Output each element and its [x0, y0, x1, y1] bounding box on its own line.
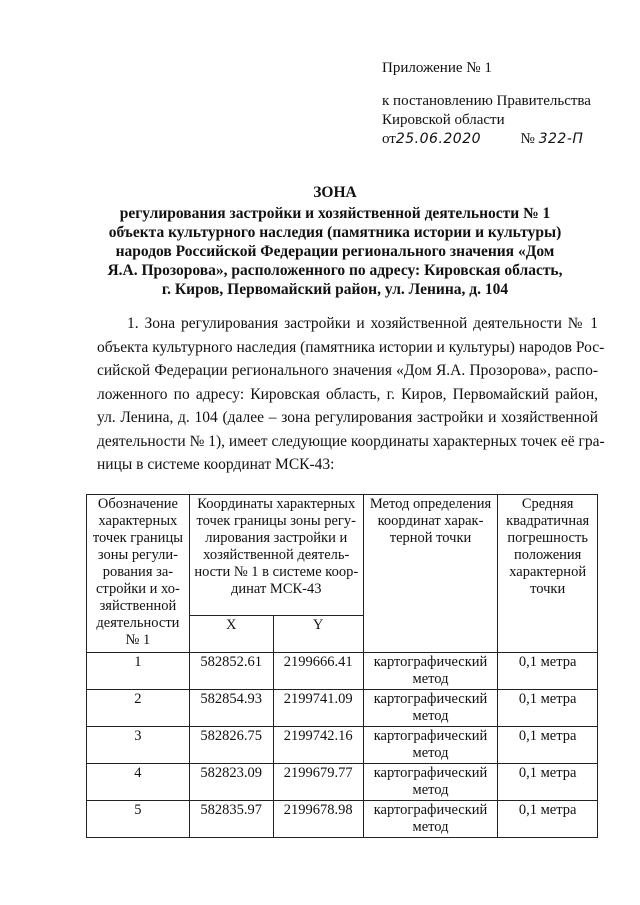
- coordinates-table: [86, 494, 598, 838]
- title-line: Я.А. Прозорова», расположенного по адресу: Кировская область,: [107, 262, 563, 279]
- method-text: картографический: [373, 654, 488, 670]
- method-text: метод: [412, 708, 449, 724]
- header-y: Y: [273, 616, 363, 653]
- cell-y: 2199742.16: [273, 727, 363, 764]
- cell-error: 0,1 метра: [498, 764, 598, 801]
- header-method: [363, 495, 498, 653]
- cell-error: 0,1 метра: [498, 690, 598, 727]
- cell-y: 2199679.77: [273, 764, 363, 801]
- header-text: Средняя: [521, 496, 574, 512]
- header-text: характерных: [98, 513, 178, 529]
- handwritten-date: 25.06.2020: [395, 131, 482, 147]
- table-row: [87, 801, 598, 838]
- date-prefix: от: [382, 131, 396, 147]
- header-text: лирования застройки и: [205, 530, 348, 546]
- header-x: X: [189, 616, 273, 653]
- cell-y: 2199666.41: [273, 653, 363, 690]
- cell-point: 3: [87, 727, 190, 764]
- annex-resolution: к постановлению Правительства: [382, 93, 591, 109]
- paragraph-line: 1. Зона регулирования застройки и хозяйственной деятельности № 1: [127, 315, 598, 332]
- cell-x: 582826.75: [189, 727, 273, 764]
- header-text: терной точки: [389, 530, 472, 546]
- header-text: Координаты характерных: [197, 496, 356, 512]
- number-prefix: №: [520, 131, 535, 147]
- paragraph-line: ницы в системе координат МСК-43:: [97, 456, 335, 473]
- cell-method: [363, 653, 498, 690]
- cell-x: 582852.61: [189, 653, 273, 690]
- annex-region: Кировской области: [382, 112, 505, 128]
- cell-y: 2199678.98: [273, 801, 363, 838]
- header-text: точек границы зоны регу-: [196, 513, 356, 529]
- cell-point: 4: [87, 764, 190, 801]
- method-text: картографический: [373, 691, 488, 707]
- header-text: погрешность: [507, 530, 588, 546]
- annex-header: [382, 59, 591, 149]
- cell-method: [363, 801, 498, 838]
- header-text: точки: [530, 581, 566, 597]
- title-heading: ЗОНА: [313, 184, 357, 201]
- header-text: № 1: [125, 632, 151, 648]
- header-text: положения: [513, 547, 582, 563]
- table-row: [87, 690, 598, 727]
- cell-point: 5: [87, 801, 190, 838]
- cell-error: 0,1 метра: [498, 727, 598, 764]
- title-line: народов Российской Федерации регионального значения «Дом: [115, 243, 555, 260]
- cell-error: 0,1 метра: [498, 801, 598, 838]
- cell-error: 0,1 метра: [498, 653, 598, 690]
- header-text: деятельности: [96, 615, 180, 631]
- header-text: зоны регули-: [97, 547, 178, 563]
- header-coordinates: [189, 495, 363, 616]
- method-text: картографический: [373, 802, 488, 818]
- document-title: [80, 183, 590, 299]
- paragraph-line: сийской Федерации регионального значения «Дом Я.А. Прозорова», распо-: [97, 362, 598, 379]
- header-point-designation: [87, 495, 190, 653]
- cell-point: 2: [87, 690, 190, 727]
- method-text: метод: [412, 782, 449, 798]
- table-header-row: [87, 495, 598, 616]
- header-text: хозяйственной деятель-: [203, 547, 350, 563]
- header-text: рования за-: [102, 564, 174, 580]
- paragraph-line: объекта культурного наследия (памятника истории и культуры) народов Рос-: [97, 338, 605, 356]
- annex-date-line: [382, 130, 591, 149]
- cell-method: [363, 690, 498, 727]
- body-paragraph: [97, 312, 605, 477]
- annex-number: Приложение № 1: [382, 60, 492, 76]
- header-error: [498, 495, 598, 653]
- header-text: характерной: [509, 564, 587, 580]
- cell-x: 582823.09: [189, 764, 273, 801]
- paragraph-line: ложенного по адресу: Кировская область, г. Киров, Первомайский район,: [97, 385, 598, 403]
- method-text: картографический: [373, 728, 488, 744]
- method-text: картографический: [373, 765, 488, 781]
- header-text: координат харак-: [377, 513, 484, 529]
- title-line: г. Киров, Первомайский район, ул. Ленина, д. 104: [161, 281, 509, 298]
- cell-method: [363, 727, 498, 764]
- title-line: объекта культурного наследия (памятника истории и культуры): [108, 224, 562, 241]
- header-text: Метод определения: [369, 496, 492, 512]
- header-text: квадратичная: [506, 513, 590, 529]
- cell-y: 2199741.09: [273, 690, 363, 727]
- header-text: зяйственной: [99, 598, 177, 614]
- paragraph-line: ул. Ленина, д. 104 (далее – зона регулирования застройки и хозяйственной: [97, 409, 598, 426]
- header-text: стройки и хо-: [96, 581, 180, 597]
- header-text: Обозначение: [97, 496, 178, 512]
- method-text: метод: [412, 671, 449, 687]
- cell-x: 582854.93: [189, 690, 273, 727]
- handwritten-number: 322-П: [538, 131, 584, 147]
- cell-method: [363, 764, 498, 801]
- paragraph-line: деятельности № 1), имеет следующие координаты характерных точек её гра-: [97, 432, 605, 450]
- method-text: метод: [412, 819, 449, 835]
- header-text: динат МСК-43: [231, 581, 322, 597]
- header-text: ности № 1 в системе коор-: [194, 564, 359, 580]
- method-text: метод: [412, 745, 449, 761]
- cell-x: 582835.97: [189, 801, 273, 838]
- table-row: [87, 764, 598, 801]
- table-row: [87, 727, 598, 764]
- header-text: точек границы: [92, 530, 183, 546]
- table-row: [87, 653, 598, 690]
- cell-point: 1: [87, 653, 190, 690]
- title-line: регулирования застройки и хозяйственной деятельности № 1: [119, 205, 551, 222]
